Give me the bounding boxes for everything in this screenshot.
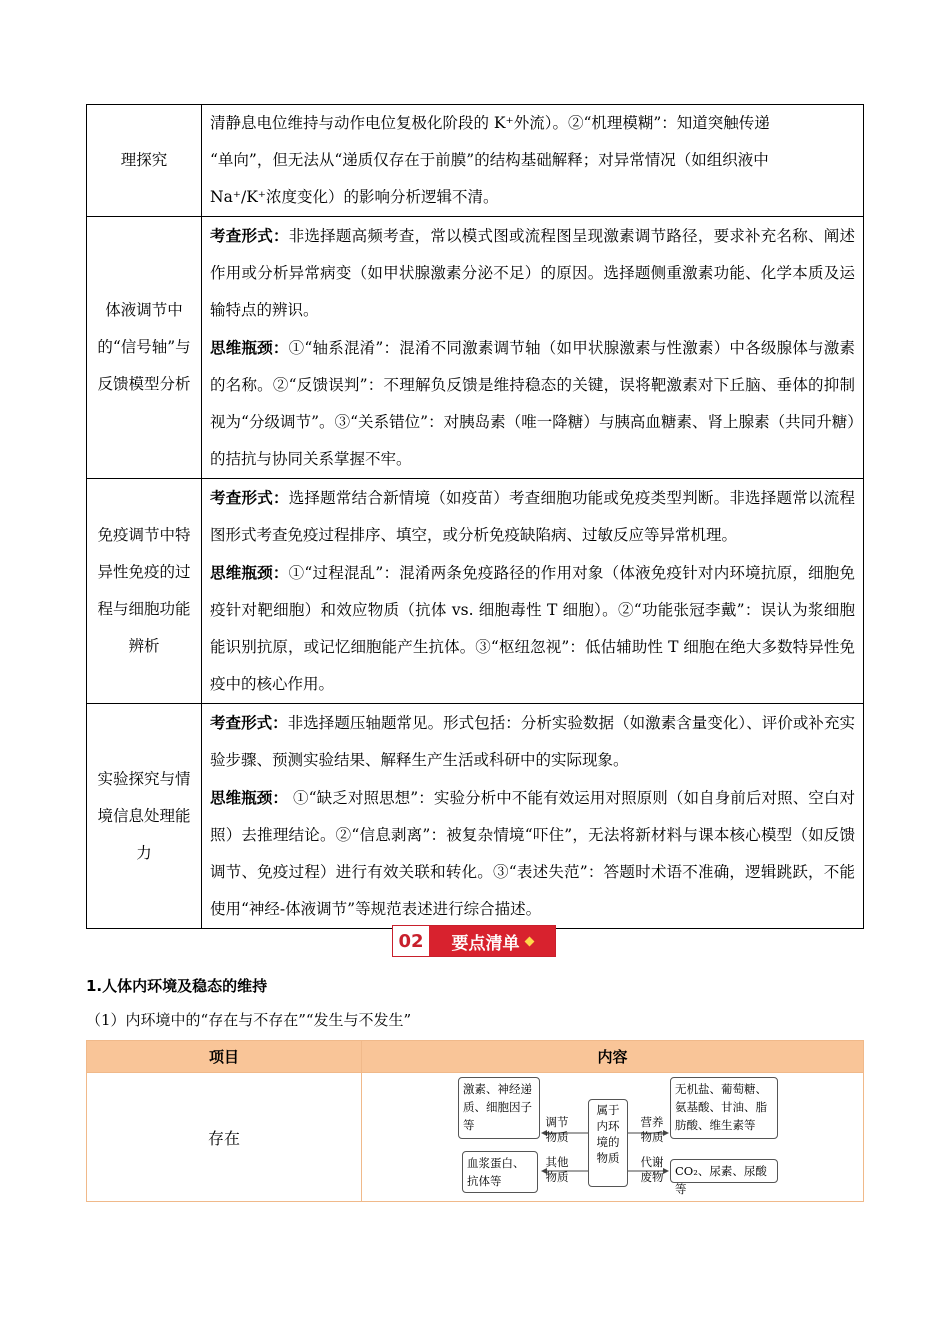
exam-form-label: 考查形式： — [210, 713, 288, 732]
topic-cell: 理探究 — [87, 105, 202, 217]
row-label: 存在 — [87, 1073, 362, 1202]
nutrient-label: 营养物质 — [640, 1115, 664, 1144]
other-substance-label: 其他物质 — [545, 1155, 569, 1184]
content-line: Na⁺/K⁺浓度变化）的影响分析逻辑不清。 — [210, 188, 499, 206]
substance-diagram — [458, 1073, 778, 1199]
topic-cell: 体液调节中的“信号轴”与反馈模型分析 — [87, 217, 202, 479]
waste-label: 代谢废物 — [640, 1155, 664, 1184]
exam-form-text: 选择题常结合新情境（如疫苗）考查细胞功能或免疫类型判断。非选择题常以流程图形式考查免疫过程排序、填空，或分析免疫缺陷病、过敏反应等异常机理。 — [210, 489, 855, 544]
bottleneck-label: 思维瓶颈： — [210, 788, 289, 807]
table-row — [87, 479, 864, 704]
banner-title: 要点清单 — [451, 933, 520, 954]
nutrient-box: 无机盐、葡萄糖、氨基酸、甘油、脂肪酸、维生素等 — [670, 1077, 778, 1139]
bottleneck-label: 思维瓶颈： — [210, 563, 289, 582]
diagram-cell — [362, 1073, 864, 1202]
diamond-icon — [524, 936, 534, 946]
topic-cell: 实验探究与情境信息处理能力 — [87, 704, 202, 929]
exam-form-paragraph — [210, 217, 855, 329]
internal-environment-box: 属于内环境的物质 — [588, 1099, 628, 1187]
bottleneck-paragraph — [210, 554, 855, 703]
bottleneck-paragraph — [210, 329, 855, 478]
regulator-label: 调节物质 — [545, 1115, 569, 1144]
exam-form-paragraph — [210, 704, 855, 779]
content-cell — [202, 105, 864, 217]
table-row — [87, 704, 864, 929]
topic-cell: 免疫调节中特异性免疫的过程与细胞功能辨析 — [87, 479, 202, 704]
section-banner — [392, 925, 556, 957]
content-cell — [202, 217, 864, 479]
exam-form-label: 考查形式： — [210, 488, 289, 507]
banner-number: 02 — [393, 926, 429, 956]
column-header: 内容 — [362, 1041, 864, 1073]
bottleneck-text: ①“轴系混淆”：混淆不同激素调节轴（如甲状腺激素与性激素）中各级腺体与激素的名称。②“反馈误判”：不理解负反馈是维持稳态的关键，误将靶激素对下丘脑、垂体的抑制视为“分级调节”。③“关系错位”：对胰岛素（唯一降糖）与胰高血糖素、肾上腺素（共同升糖）的拮抗与协同关系掌握不牢。 — [210, 339, 855, 468]
regulator-box: 激素、神经递质、细胞因子等 — [458, 1077, 540, 1139]
content-line: 清静息电位维持与动作电位复极化阶段的 K⁺外流）。②“机理模糊”：知道突触传递 — [210, 114, 770, 132]
content-line: “单向”，但无法从“递质仅存在于前膜”的结构基础解释；对异常情况（如组织液中 — [210, 151, 769, 169]
section-heading: 1.人体内环境及稳态的维持 — [86, 977, 268, 995]
table-row — [87, 217, 864, 479]
exam-form-label: 考查形式： — [210, 226, 289, 245]
sub-heading: （1）内环境中的“存在与不存在”“发生与不发生” — [86, 1011, 412, 1029]
content-cell — [202, 479, 864, 704]
bottleneck-text: ①“缺乏对照思想”：实验分析中不能有效运用对照原则（如自身前后对照、空白对照）去推理结论。②“信息剥离”：被复杂情境“吓住”，无法将新材料与课本核心模型（如反馈调节、免疫过程）进行有效关联和转化。③“表述失范”：答题时术语不准确，逻辑跳跃，不能使用“神经-体液调节”等规范表述进行综合描述。 — [210, 789, 855, 918]
column-header: 项目 — [87, 1041, 362, 1073]
exam-form-text: 非选择题高频考查，常以模式图或流程图呈现激素调节路径，要求补充名称、阐述作用或分析异常病变（如甲状腺激素分泌不足）的原因。选择题侧重激素功能、化学本质及运输特点的辨识。 — [210, 227, 855, 319]
content-table — [86, 1040, 864, 1202]
banner-title-wrap — [429, 926, 555, 956]
bottleneck-text: ①“过程混乱”：混淆两条免疫路径的作用对象（体液免疫针对内环境抗原，细胞免疫针对靶细胞）和效应物质（抗体 vs. 细胞毒性 T 细胞）。②“功能张冠李戴”：误认为浆细胞能识别抗原，或记忆细胞能产生抗体。③“枢纽忽视”：低估辅助性 T 细胞在绝大多数特异性免疫中的核心作用。 — [210, 564, 855, 693]
content-cell — [202, 704, 864, 929]
table-header-row — [87, 1041, 864, 1073]
bottleneck-paragraph — [210, 779, 855, 928]
analysis-table — [86, 104, 864, 929]
table-row — [87, 105, 864, 217]
other-substance-box: 血浆蛋白、抗体等 — [462, 1151, 538, 1193]
exam-form-paragraph — [210, 479, 855, 554]
table-row — [87, 1073, 864, 1202]
exam-form-text: 非选择题压轴题常见。形式包括：分析实验数据（如激素含量变化）、评价或补充实验步骤、预测实验结果、解释生产生活或科研中的实际现象。 — [210, 714, 855, 769]
bottleneck-label: 思维瓶颈： — [210, 338, 289, 357]
waste-box: CO₂、尿素、尿酸等 — [670, 1159, 778, 1183]
